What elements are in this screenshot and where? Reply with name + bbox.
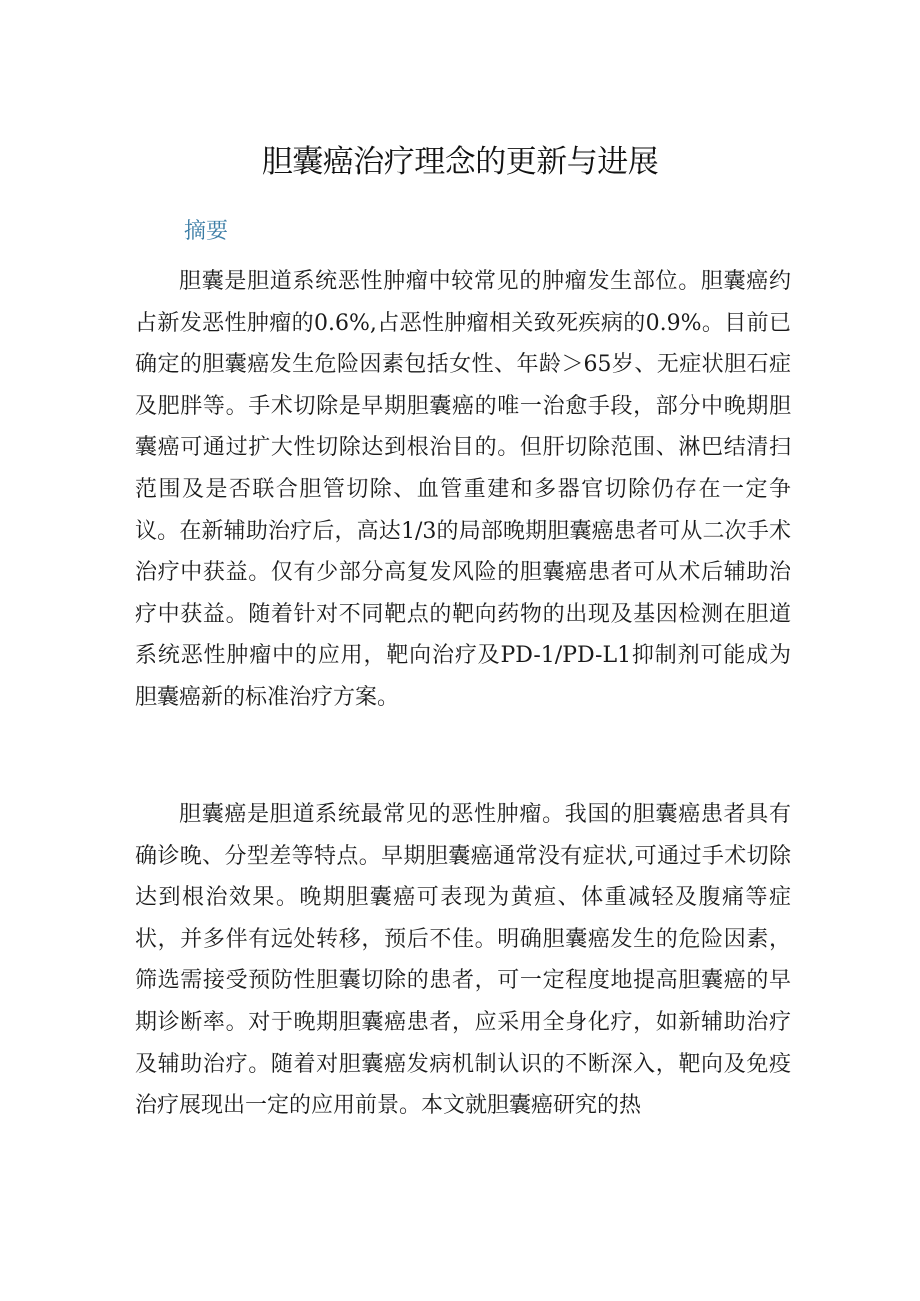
intro-paragraph: 胆囊癌是胆道系统最常见的恶性肿瘤。我国的胆囊癌患者具有确诊晚、分型差等特点。早期胆囊癌通常没有症状,可通过手术切除达到根治效果。晚期胆囊癌可表现为黄疸、体重减轻及腹痛等症状，并多伴有远处转移，预后不佳。明确胆囊癌发生的危险因素，筛选需接受预防性胆囊切除的患者，可一定程度地提高胆囊癌的早期诊断率。对于晚期胆囊癌患者，应采用全身化疗，如新辅助治疗及辅助治疗。随着对胆囊癌发病机制认识的不断深入，靶向及免疫治疗展现出一定的应用前景。本文就胆囊癌研究的热 <box>135 802 791 1119</box>
abstract-heading: 摘要 <box>184 219 229 244</box>
document-title: 胆囊癌治疗理念的更新与进展 <box>261 144 659 180</box>
abstract-paragraph: 胆囊是胆道系统恶性肿瘤中较常见的肿瘤发生部位。胆囊癌约占新发恶性肿瘤的0.6%,占恶性肿瘤相关致死疾病的0.9%。目前已确定的胆囊癌发生危险因素包括女性、年龄＞65岁、无症状胆石症及肥胖等。手术切除是早期胆囊癌的唯一治愈手段，部分中晚期胆囊癌可通过扩大性切除达到根治目的。但肝切除范围、淋巴结清扫范围及是否联合胆管切除、血管重建和多器官切除仍存在一定争议。在新辅助治疗后，高达1/3的局部晚期胆囊癌患者可从二次手术治疗中获益。仅有少部分高复发风险的胆囊癌患者可从术后辅助治疗中获益。随着针对不同靶点的靶向药物的出现及基因检测在胆道系统恶性肿瘤中的应用，靶向治疗及PD-1/PD-L1抑制剂可能成为胆囊癌新的标准治疗方案。 <box>135 269 791 710</box>
